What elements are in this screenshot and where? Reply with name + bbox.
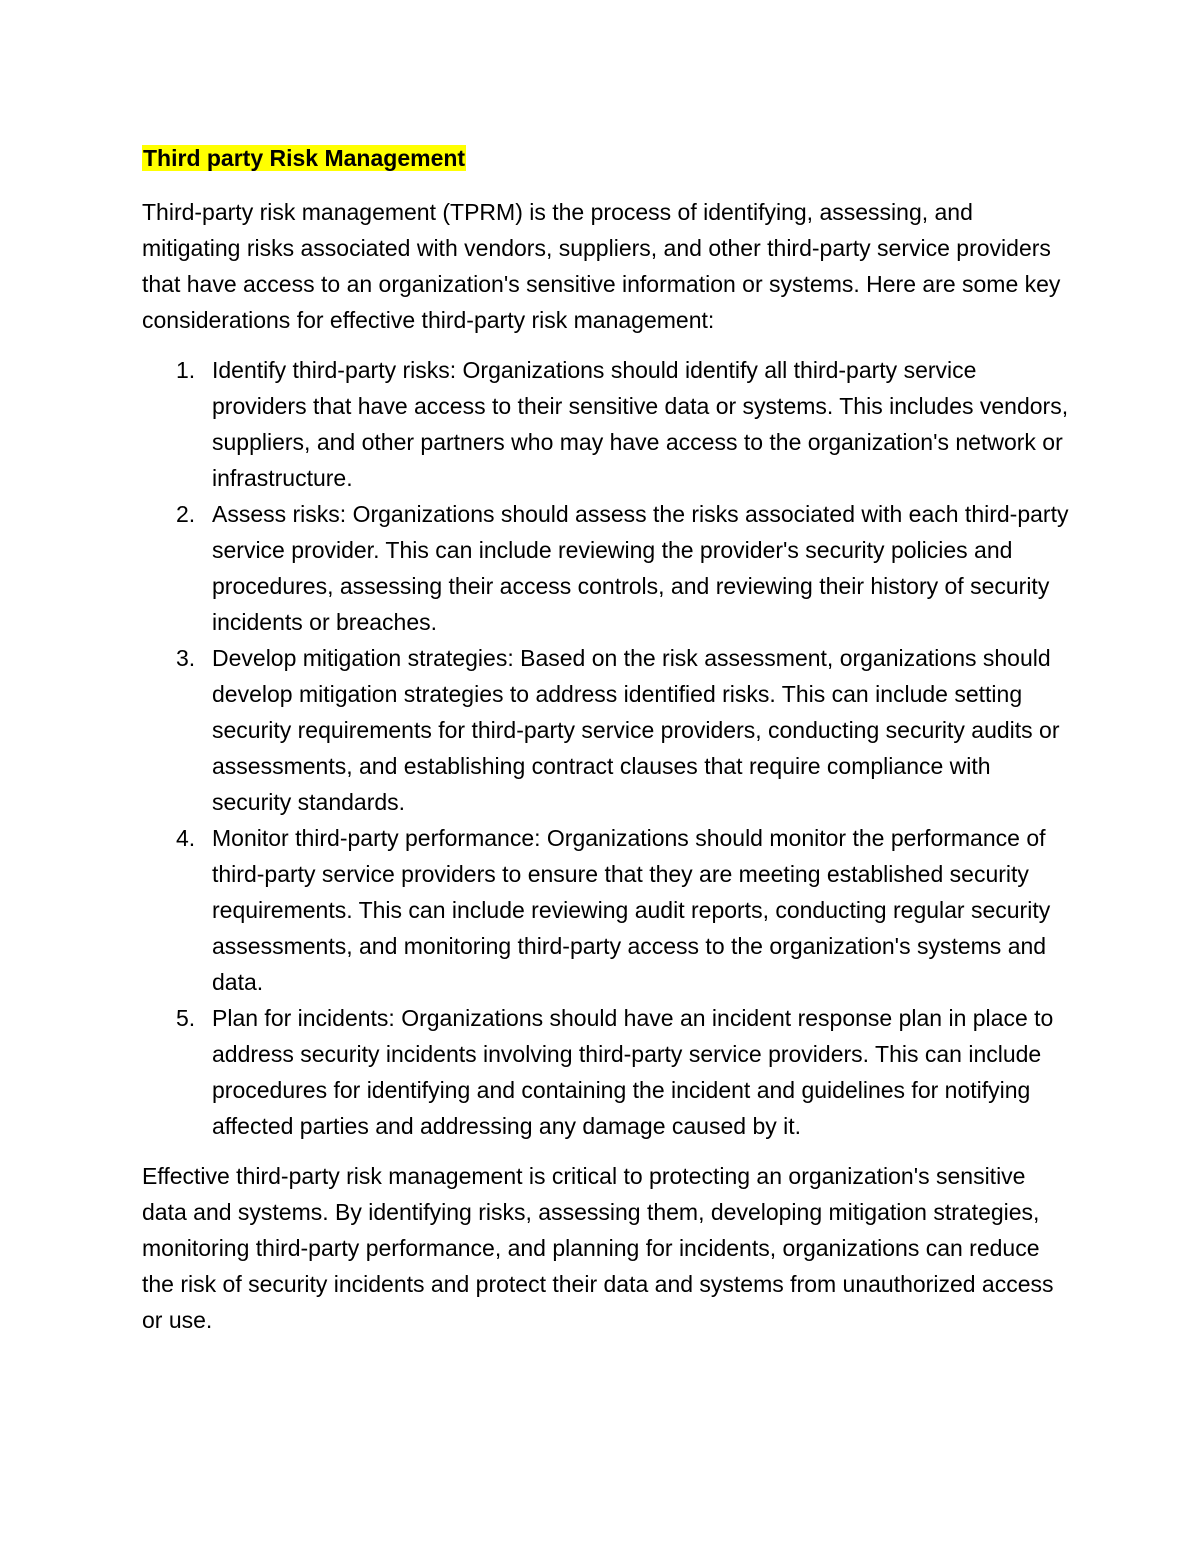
list-item-number: 4.	[176, 825, 196, 851]
list-item-number: 5.	[176, 1005, 196, 1031]
list-item-text: Develop mitigation strategies: Based on the risk assessment, organizations should develop mitigation strategies to address identified risks. This can include setting security requirements for third-party service providers, conducting security audits or assessments, and establishing contract clauses that require compliance with security standards.	[212, 645, 1060, 815]
list-item	[142, 1000, 1072, 1144]
conclusion-paragraph: Effective third-party risk management is critical to protecting an organization's sensitive data and systems. By identifying risks, assessing them, developing mitigation strategies, monitoring third-party performance, and planning for incidents, organizations can reduce the risk of security incidents and protect their data and systems from unauthorized access or use.	[142, 1163, 1054, 1333]
list-item-text: Monitor third-party performance: Organizations should monitor the performance of third-party service providers to ensure that they are meeting established security requirements. This can include reviewing audit reports, conducting regular security assessments, and monitoring third-party access to the organization's systems and data.	[212, 825, 1051, 995]
list-item-number: 3.	[176, 645, 196, 671]
title-highlight: Third party Risk Management	[143, 145, 466, 171]
intro-paragraph: Third-party risk management (TPRM) is the process of identifying, assessing, and mitigating risks associated with vendors, suppliers, and other third-party service providers that have access to an organization's sensitive information or systems. Here are some key considerations for effective third-party risk management:	[142, 199, 1061, 333]
list-item	[142, 352, 1072, 496]
list-item-text: Plan for incidents: Organizations should have an incident response plan in place to address security incidents involving third-party service providers. This can include procedures for identifying and containing the incident and guidelines for notifying affected parties and addressing any damage caused by it.	[212, 1005, 1054, 1139]
list-item-number: 1.	[176, 357, 196, 383]
list-item-number: 2.	[176, 501, 196, 527]
document-body	[142, 140, 1072, 1338]
list-item	[142, 640, 1072, 820]
list-item	[142, 496, 1072, 640]
list-item-text: Identify third-party risks: Organizations should identify all third-party service providers that have access to their sensitive data or systems. This includes vendors, suppliers, and other partners who may have access to the organization's network or infrastructure.	[212, 357, 1069, 491]
considerations-list	[142, 352, 1072, 1144]
list-item	[142, 820, 1072, 1000]
document-title	[142, 140, 1072, 176]
list-item-text: Assess risks: Organizations should assess the risks associated with each third-party service provider. This can include reviewing the provider's security policies and procedures, assessing their access controls, and reviewing their history of security incidents or breaches.	[212, 501, 1069, 635]
